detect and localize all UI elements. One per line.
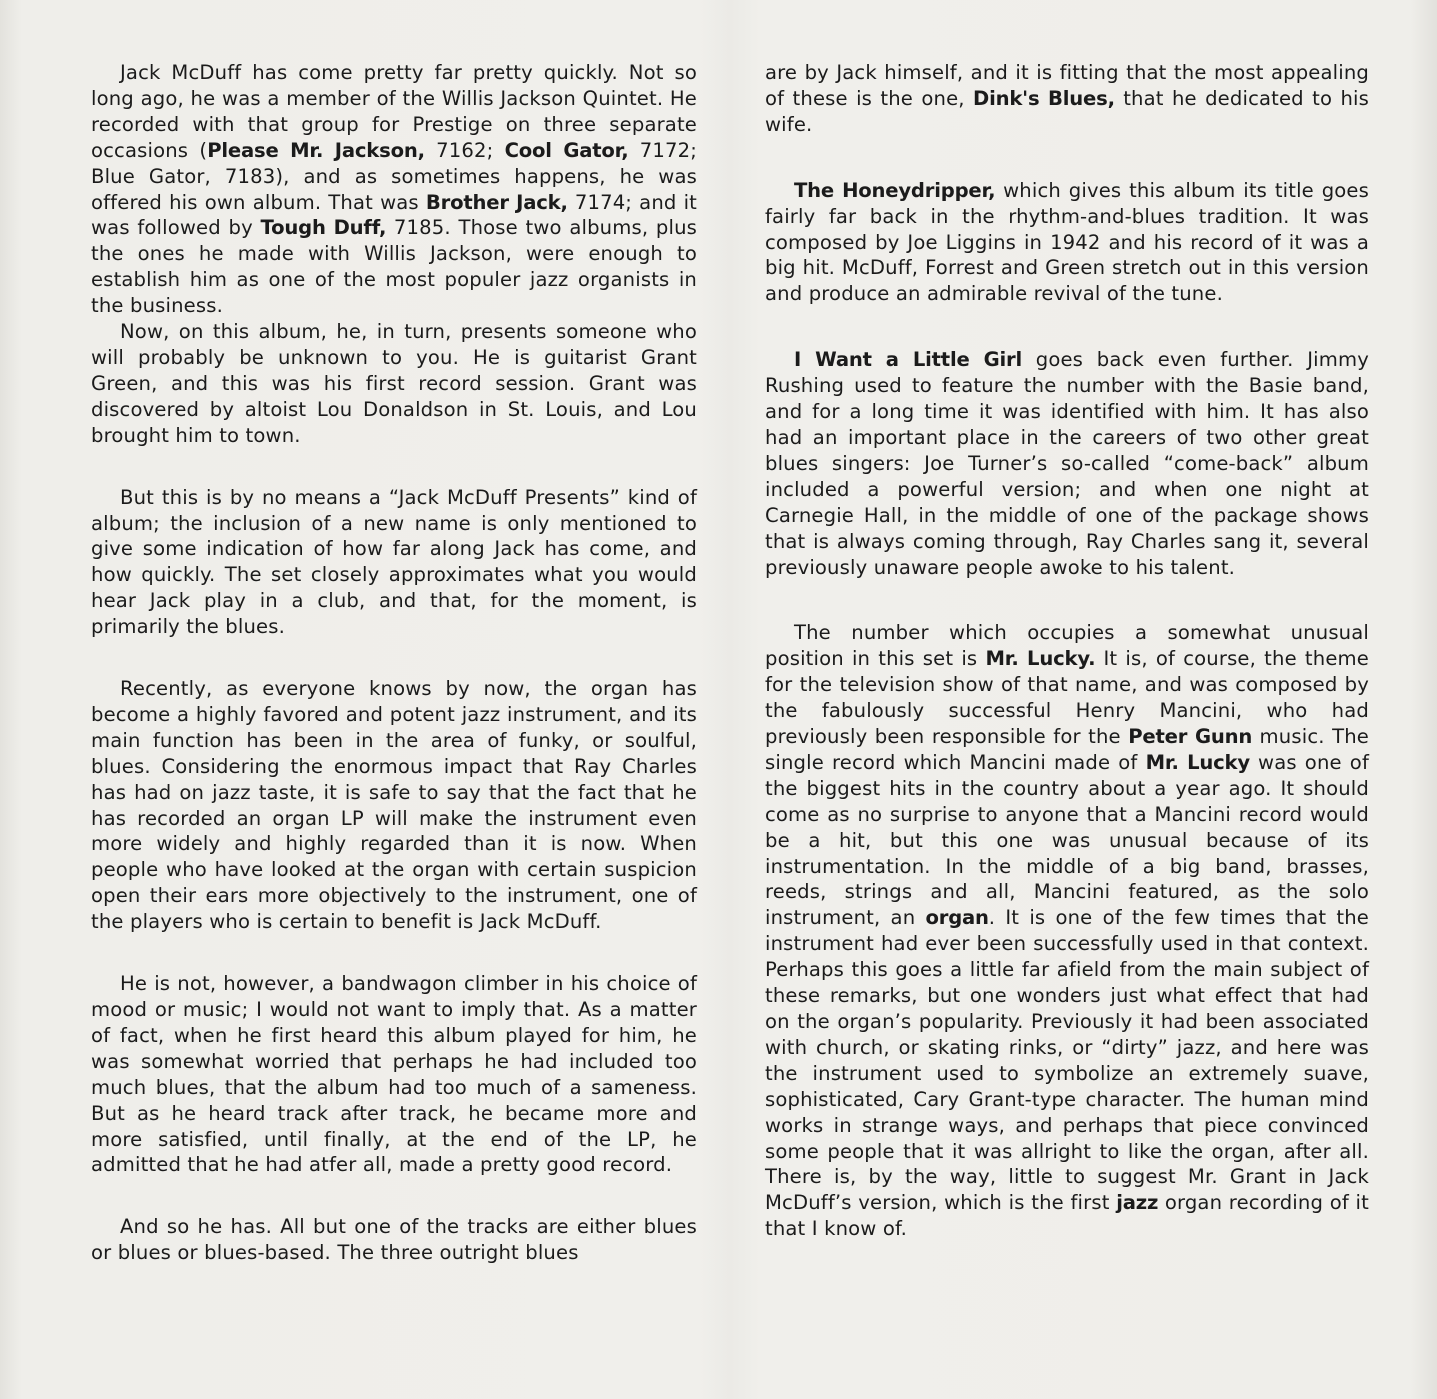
track-title: I Want a Little Girl (794, 348, 1022, 372)
paragraph: And so he has. All but one of the tracks are either blues or blues or blues-based. The three outright blues (91, 1215, 697, 1265)
album-title: Tough Duff, (260, 216, 387, 240)
paragraph: Jack McDuff has come pretty far pretty quickly. Not so long ago, he was a member of the Willis Jackson Quintet. He recorded with that group for Prestige on three separate occasions (Please Mr. Jackson, 7162; Cool Gator, 7172; Blue Gator, 7183), and as sometimes happens, he was offered his own album. That was Brother Jack, 7174; and it was followed by Tough Duff, 7185. Those two albums, plus the ones he made with Willis Jackson, were enough to establish him as one of the most populer jazz organists in the business. (91, 61, 697, 318)
left-column (91, 60, 697, 1266)
paragraph: The number which occupies a somewhat unusual position in this set is Mr. Lucky. It is, of course, the theme for the television show of that name, and was composed by the fabulously successful Henry Mancini, who had previously been responsible for the Peter Gunn music. The single record which Mancini made of Mr. Lucky was one of the biggest hits in the country about a year ago. It should come as no surprise to anyone that a Mancini record would be a hit, but this one was unusual because of its instrumentation. In the middle of a big band, brasses, reeds, strings and all, Mancini featured, as the solo instrument, an organ. It is one of the few times that the instrument had ever been successfully used in that context. Perhaps this goes a little far afield from the main subject of these remarks, but one wonders just what effect that had on the organ’s popularity. Previously it had been associated with church, or skating rinks, or “dirty” jazz, and here was the instrument used to symbolize an extremely suave, sophisticated, Cary Grant-type character. The human mind works in strange ways, and perhaps that piece convinced some people that it was allright to like the organ, after all. There is, by the way, little to suggest Mr. Grant in Jack McDuff’s version, which is the first jazz organ recording of it that I know of. (765, 621, 1369, 1241)
emphasis: jazz (1116, 1191, 1159, 1215)
album-title: Brother Jack, (425, 190, 568, 214)
paragraph: The Honeydripper, which gives this album its title goes fairly far back in the rhythm-and-blues tradition. It was composed by Joe Liggins in 1942 and his record of it was a big hit. McDuff, Forrest and Green stretch out in this version and produce an admirable revival of the tune. (765, 178, 1369, 306)
paragraph: But this is by no means a “Jack McDuff Presents” kind of album; the inclusion of a new name is only mentioned to give some indication of how far along Jack has come, and how quickly. The set closely approximates what you would hear Jack play in a club, and that, for the moment, is primarily the blues. (91, 485, 697, 639)
track-title: The Honeydripper, (794, 178, 996, 202)
album-title: Cool Gator, (504, 138, 629, 162)
paragraph: are by Jack himself, and it is fitting that the most appealing of these is the one, Dink's Blues, that he dedicated to his wife. (765, 61, 1369, 136)
track-title: Dink's Blues, (973, 86, 1115, 110)
paragraph: I Want a Little Girl goes back even further. Jimmy Rushing used to feature the number with the Basie band, and for a long time it was identified with him. It has also had an important place in the careers of two other great blues singers: Joe Turner’s so-called “come-back” album included a powerful version; and when one night at Carnegie Hall, in the middle of one of the package shows that is always coming through, Ray Charles sang it, several previously unaware people awoke to his talent. (765, 348, 1369, 579)
album-title: Please Mr. Jackson, (207, 138, 425, 162)
paragraph: Recently, as everyone knows by now, the organ has become a highly favored and potent jazz instrument, and its main function has been in the area of funky, or soulful, blues. Considering the enormous impact that Ray Charles has had on jazz taste, it is safe to say that the fact that he has recorded an organ LP will make the instrument even more widely and highly regarded than it is now. When people who have looked at the organ with certain suspicion open their ears more objectively to the instrument, one of the players who is certain to benefit is Jack McDuff. (91, 677, 697, 934)
show-title: Peter Gunn (1128, 725, 1253, 749)
emphasis: organ (925, 906, 989, 930)
track-title: Mr. Lucky. (985, 647, 1096, 671)
paragraph: He is not, however, a bandwagon climber in his choice of mood or music; I would not want to imply that. As a matter of fact, when he first heard this album played for him, he was somewhat worried that perhaps he had included too much blues, that the album had too much of a sameness. But as he heard track after track, he became more and more satisfied, until finally, at the end of the LP, he admitted that he had atfer all, made a pretty good record. (91, 972, 697, 1177)
track-title: Mr. Lucky (1145, 750, 1250, 774)
right-column (765, 60, 1369, 1242)
paragraph: Now, on this album, he, in turn, presents someone who will probably be unknown to you. He is guitarist Grant Green, and this was his first record session. Grant was discovered by altoist Lou Donaldson in St. Louis, and Lou brought him to town. (91, 320, 697, 447)
